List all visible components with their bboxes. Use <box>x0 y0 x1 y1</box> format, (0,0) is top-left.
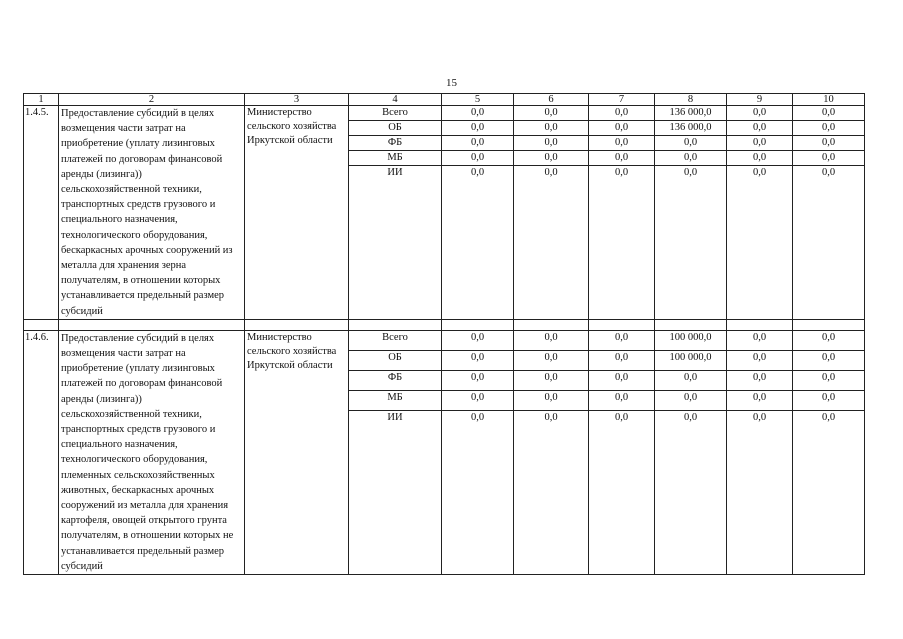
value-cell: 0,0 <box>727 350 793 370</box>
measure-description: Предоставление субсидий в целях возмещения части затрат на приобретение (уплату лизинговых платежей по договорам финансовой аренды (лизинга)) сельскохозяйственной техники, транспортных средств грузового и специального назначения, технологического оборудования, племенных сельскохозяйственных животных, бескаркасных арочных сооружений из металла для хранения картофеля, овощей открытого грунта получателям, в отношении которых не устанавливается предельный размер субсидий <box>59 330 245 574</box>
funding-source: ОБ <box>349 121 442 136</box>
value-cell: 0,0 <box>589 350 655 370</box>
value-cell: 0,0 <box>727 121 793 136</box>
spacer-cell <box>349 319 442 330</box>
table-row <box>24 330 865 350</box>
row-separator <box>24 319 865 330</box>
spacer-cell <box>514 319 589 330</box>
value-cell: 0,0 <box>793 151 865 166</box>
value-cell: 0,0 <box>514 371 589 391</box>
value-cell: 0,0 <box>727 371 793 391</box>
value-cell: 0,0 <box>514 121 589 136</box>
value-cell: 0,0 <box>589 330 655 350</box>
funding-source: ИИ <box>349 166 442 319</box>
spacer-cell <box>727 319 793 330</box>
column-header: 1 <box>24 94 59 106</box>
value-cell: 0,0 <box>655 411 727 575</box>
value-cell: 0,0 <box>514 166 589 319</box>
value-cell: 0,0 <box>793 391 865 411</box>
value-cell: 136 000,0 <box>655 106 727 121</box>
value-cell: 0,0 <box>793 411 865 575</box>
funding-source: Всего <box>349 330 442 350</box>
value-cell: 0,0 <box>589 391 655 411</box>
value-cell: 0,0 <box>655 151 727 166</box>
spacer-cell <box>589 319 655 330</box>
responsible-executor: Министерство сельского хозяйства Иркутской области <box>245 330 349 574</box>
responsible-executor: Министерство сельского хозяйства Иркутской области <box>245 106 349 320</box>
column-header: 4 <box>349 94 442 106</box>
value-cell: 0,0 <box>727 151 793 166</box>
spacer-cell <box>793 319 865 330</box>
value-cell: 100 000,0 <box>655 350 727 370</box>
value-cell: 0,0 <box>589 106 655 121</box>
budget-table <box>23 93 865 575</box>
value-cell: 0,0 <box>442 330 514 350</box>
value-cell: 0,0 <box>589 136 655 151</box>
funding-source: МБ <box>349 151 442 166</box>
value-cell: 0,0 <box>589 411 655 575</box>
spacer-cell <box>442 319 514 330</box>
column-header: 3 <box>245 94 349 106</box>
value-cell: 0,0 <box>514 330 589 350</box>
value-cell: 0,0 <box>514 106 589 121</box>
value-cell: 0,0 <box>514 136 589 151</box>
value-cell: 136 000,0 <box>655 121 727 136</box>
value-cell: 0,0 <box>514 391 589 411</box>
spacer-cell <box>59 319 245 330</box>
value-cell: 0,0 <box>727 136 793 151</box>
value-cell: 0,0 <box>589 121 655 136</box>
table-row <box>24 106 865 121</box>
value-cell: 0,0 <box>727 330 793 350</box>
column-header: 2 <box>59 94 245 106</box>
funding-source: ФБ <box>349 371 442 391</box>
spacer-cell <box>24 319 59 330</box>
value-cell: 0,0 <box>442 391 514 411</box>
value-cell: 0,0 <box>793 106 865 121</box>
measure-description: Предоставление субсидий в целях возмещения части затрат на приобретение (уплату лизинговых платежей по договорам финансовой аренды (лизинга)) сельскохозяйственной техники, транспортных средств грузового и специального назначения, технологического оборудования, бескаркасных арочных сооружений из металла для хранения зерна получателям, в отношении которых устанавливается предельный размер субсидий <box>59 106 245 320</box>
value-cell: 0,0 <box>793 136 865 151</box>
value-cell: 100 000,0 <box>655 330 727 350</box>
column-header: 6 <box>514 94 589 106</box>
value-cell: 0,0 <box>514 151 589 166</box>
value-cell: 0,0 <box>655 371 727 391</box>
column-header: 7 <box>589 94 655 106</box>
column-header: 8 <box>655 94 727 106</box>
value-cell: 0,0 <box>589 151 655 166</box>
value-cell: 0,0 <box>442 350 514 370</box>
value-cell: 0,0 <box>589 371 655 391</box>
value-cell: 0,0 <box>442 166 514 319</box>
value-cell: 0,0 <box>655 166 727 319</box>
value-cell: 0,0 <box>793 371 865 391</box>
value-cell: 0,0 <box>727 391 793 411</box>
funding-source: Всего <box>349 106 442 121</box>
value-cell: 0,0 <box>793 330 865 350</box>
row-number: 1.4.6. <box>24 330 59 574</box>
value-cell: 0,0 <box>793 350 865 370</box>
value-cell: 0,0 <box>793 166 865 319</box>
funding-source: ФБ <box>349 136 442 151</box>
value-cell: 0,0 <box>442 106 514 121</box>
value-cell: 0,0 <box>514 411 589 575</box>
value-cell: 0,0 <box>793 121 865 136</box>
value-cell: 0,0 <box>655 391 727 411</box>
spacer-cell <box>245 319 349 330</box>
value-cell: 0,0 <box>589 166 655 319</box>
value-cell: 0,0 <box>655 136 727 151</box>
value-cell: 0,0 <box>514 350 589 370</box>
value-cell: 0,0 <box>727 106 793 121</box>
page-number: 15 <box>446 77 457 89</box>
value-cell: 0,0 <box>442 371 514 391</box>
value-cell: 0,0 <box>442 151 514 166</box>
value-cell: 0,0 <box>442 136 514 151</box>
row-number: 1.4.5. <box>24 106 59 320</box>
value-cell: 0,0 <box>727 411 793 575</box>
value-cell: 0,0 <box>442 121 514 136</box>
column-header: 10 <box>793 94 865 106</box>
column-header: 9 <box>727 94 793 106</box>
funding-source: ИИ <box>349 411 442 575</box>
value-cell: 0,0 <box>727 166 793 319</box>
spacer-cell <box>655 319 727 330</box>
value-cell: 0,0 <box>442 411 514 575</box>
header-row <box>24 94 865 106</box>
funding-source: ОБ <box>349 350 442 370</box>
column-header: 5 <box>442 94 514 106</box>
funding-source: МБ <box>349 391 442 411</box>
